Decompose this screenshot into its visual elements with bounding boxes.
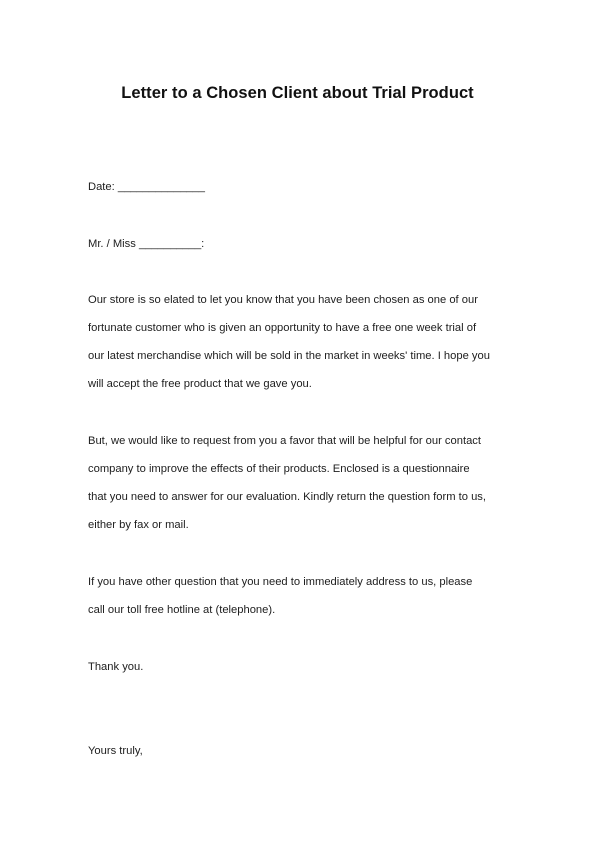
paragraph1-line: Our store is so elated to let you know that you have been chosen as one of our [88, 294, 478, 306]
salutation: Mr. / Miss __________: [88, 238, 205, 250]
paragraph3-line: call our toll free hotline at (telephone). [88, 604, 276, 616]
paragraph2-line: But, we would like to request from you a favor that will be helpful for our contact [88, 435, 482, 447]
paragraph2-line: that you need to answer for our evaluation. Kindly return the question form to us, [88, 491, 487, 503]
closing-line: Yours truly, [88, 745, 143, 757]
paragraph2-line: company to improve the effects of their products. Enclosed is a questionnaire [88, 463, 470, 475]
paragraph1-line: our latest merchandise which will be sold in the market in weeks' time. I hope you [88, 350, 490, 362]
paragraph1-line: fortunate customer who is given an opportunity to have a free one week trial of [88, 322, 477, 334]
date-line: Date: ______________ [88, 181, 205, 193]
paragraph1-line: will accept the free product that we gave you. [88, 378, 312, 390]
letter-title: Letter to a Chosen Client about Trial Product [121, 84, 474, 102]
paragraph3-line: If you have other question that you need to immediately address to us, please [88, 576, 473, 588]
paragraph2-line: either by fax or mail. [88, 519, 189, 531]
thanks-line: Thank you. [88, 661, 144, 673]
